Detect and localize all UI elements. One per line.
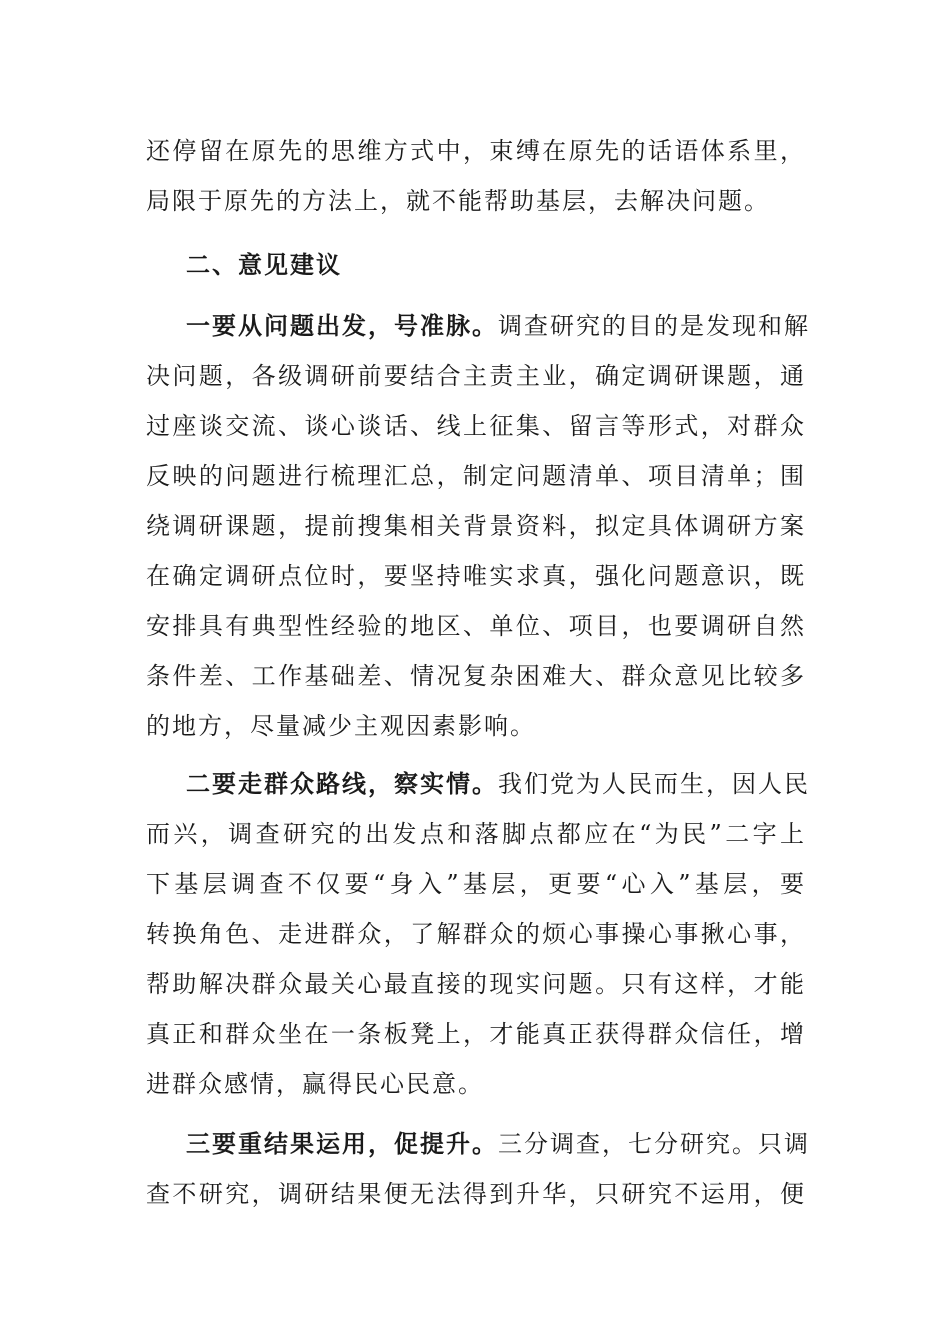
text-line: 的地方，尽量减少主观因素影响。 [146,712,536,740]
text-line: 转换角色、走进群众，了解群众的烦心事操心事揪心事， [146,920,806,948]
text-line: 下基层调查不仅要“身入”基层，更要“心入”基层，要 [146,870,806,898]
text-line: 过座谈交流、谈心谈话、线上征集、留言等形式，对群众 [146,412,806,440]
text-line: 绕调研课题，提前搜集相关背景资料，拟定具体调研方案 [146,512,806,540]
section-heading [146,240,806,290]
text-line [146,759,810,809]
paragraph-text: 调查研究的目的是发现和解 [498,312,810,340]
text-line: 真正和群众坐在一条板凳上，才能真正获得群众信任，增 [146,1020,806,1048]
paragraph-text: 三分调查，七分研究。只调 [498,1130,810,1158]
text-line: 局限于原先的方法上，就不能帮助基层，去解决问题。 [146,187,770,215]
paragraph-lead: 三要重结果运用，促提升。 [186,1130,498,1158]
paragraph-continuation [146,126,806,226]
text-line [146,301,810,351]
text-line: 进群众感情，赢得民心民意。 [146,1070,484,1098]
text-line: 而兴，调查研究的出发点和落脚点都应在“为民”二字上 [146,820,806,848]
text-line: 安排具有典型性经验的地区、单位、项目，也要调研自然 [146,612,806,640]
paragraph-lead: 二要走群众路线，察实情。 [186,770,498,798]
text-line [146,1119,810,1169]
text-line: 在确定调研点位时，要坚持唯实求真，强化问题意识，既 [146,562,806,590]
text-line: 还停留在原先的思维方式中，束缚在原先的话语体系里， [146,137,806,165]
paragraph-text: 我们党为人民而生，因人民 [498,770,810,798]
paragraph-suggestion-2 [146,759,810,1109]
section-heading-text: 二、意见建议 [186,251,342,279]
text-line: 反映的问题进行梳理汇总，制定问题清单、项目清单；围 [146,462,806,490]
text-line: 帮助解决群众最关心最直接的现实问题。只有这样，才能 [146,970,806,998]
text-line: 条件差、工作基础差、情况复杂困难大、群众意见比较多 [146,662,806,690]
paragraph-lead: 一要从问题出发，号准脉。 [186,312,498,340]
paragraph-suggestion-1 [146,301,810,751]
paragraph-suggestion-3 [146,1119,810,1219]
text-line: 查不研究，调研结果便无法得到升华，只研究不运用，便 [146,1180,806,1208]
text-line: 决问题，各级调研前要结合主责主业，确定调研课题，通 [146,362,806,390]
